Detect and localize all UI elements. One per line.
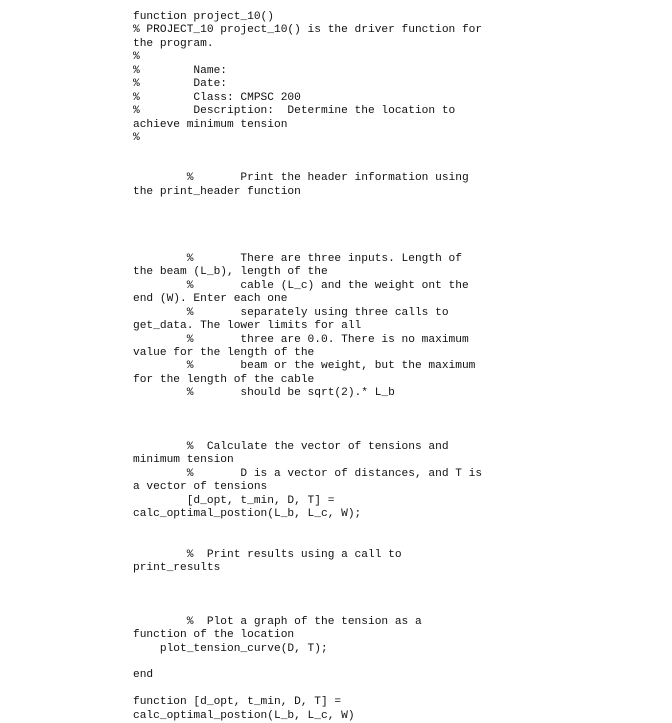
code-line: % PROJECT_10 project_10() is the driver function for [133,24,483,37]
code-line: the print_header function [133,185,301,198]
code-line [133,522,653,535]
code-line [133,145,653,158]
code-line: end (W). Enter each one [133,293,288,306]
code-line: % Description: Determine the location to [133,105,456,118]
code-line: % D is a vector of distances, and T is [133,467,483,480]
code-line: function [d_opt, t_min, D, T] = [133,696,342,709]
code-line [133,575,653,588]
code-line: % Plot a graph of the tension as a [133,615,422,628]
code-line [133,401,653,414]
code-line [133,199,653,212]
code-line: get_data. The lower limits for all [133,320,362,333]
code-line [133,589,653,602]
code-line [133,213,653,226]
code-line: function project_10() [133,11,274,23]
code-line: the program. [133,37,214,50]
code-line: [d_opt, t_min, D, T] = [133,494,335,507]
code-line: minimum tension [133,454,234,467]
code-line: print_results [133,561,221,574]
code-line: % Class: CMPSC 200 [133,91,301,104]
code-line: a vector of tensions [133,481,268,494]
code-line: % cable (L_c) and the weight ont the [133,279,469,292]
code-line: % Name: [133,64,227,77]
code-line [133,226,653,239]
code-line: achieve minimum tension [133,118,288,131]
code-line [133,535,653,548]
code-line: calc_optimal_postion(L_b, L_c, W); [133,508,362,521]
code-line: plot_tension_curve(D, T); [133,642,328,655]
code-line: % Date: [133,78,227,91]
code-line [133,683,653,696]
code-line: value for the length of the [133,346,315,359]
code-line: % three are 0.0. There is no maximum [133,333,469,346]
code-line [133,602,653,615]
code-line [133,239,653,252]
code-line: % [133,131,140,144]
code-line: % [133,51,140,64]
code-line: % beam or the weight, but the maximum [133,360,476,373]
code-listing [133,11,653,723]
code-line: the beam (L_b), length of the [133,266,328,279]
code-line: % separately using three calls to [133,306,449,319]
code-line: function of the location [133,629,295,642]
code-line [133,428,653,441]
code-line [133,656,653,669]
code-line [133,414,653,427]
code-line: calc_optimal_postion(L_b, L_c, W) [133,709,355,722]
code-line: for the length of the cable [133,373,315,386]
code-line: % Print results using a call to [133,548,402,561]
code-line: % Calculate the vector of tensions and [133,441,449,453]
code-line: end [133,669,154,682]
code-line [133,159,653,172]
code-line: % should be sqrt(2).* L_b [133,387,395,400]
code-line: % Print the header information using [133,172,469,185]
code-line: % There are three inputs. Length of [133,252,462,265]
